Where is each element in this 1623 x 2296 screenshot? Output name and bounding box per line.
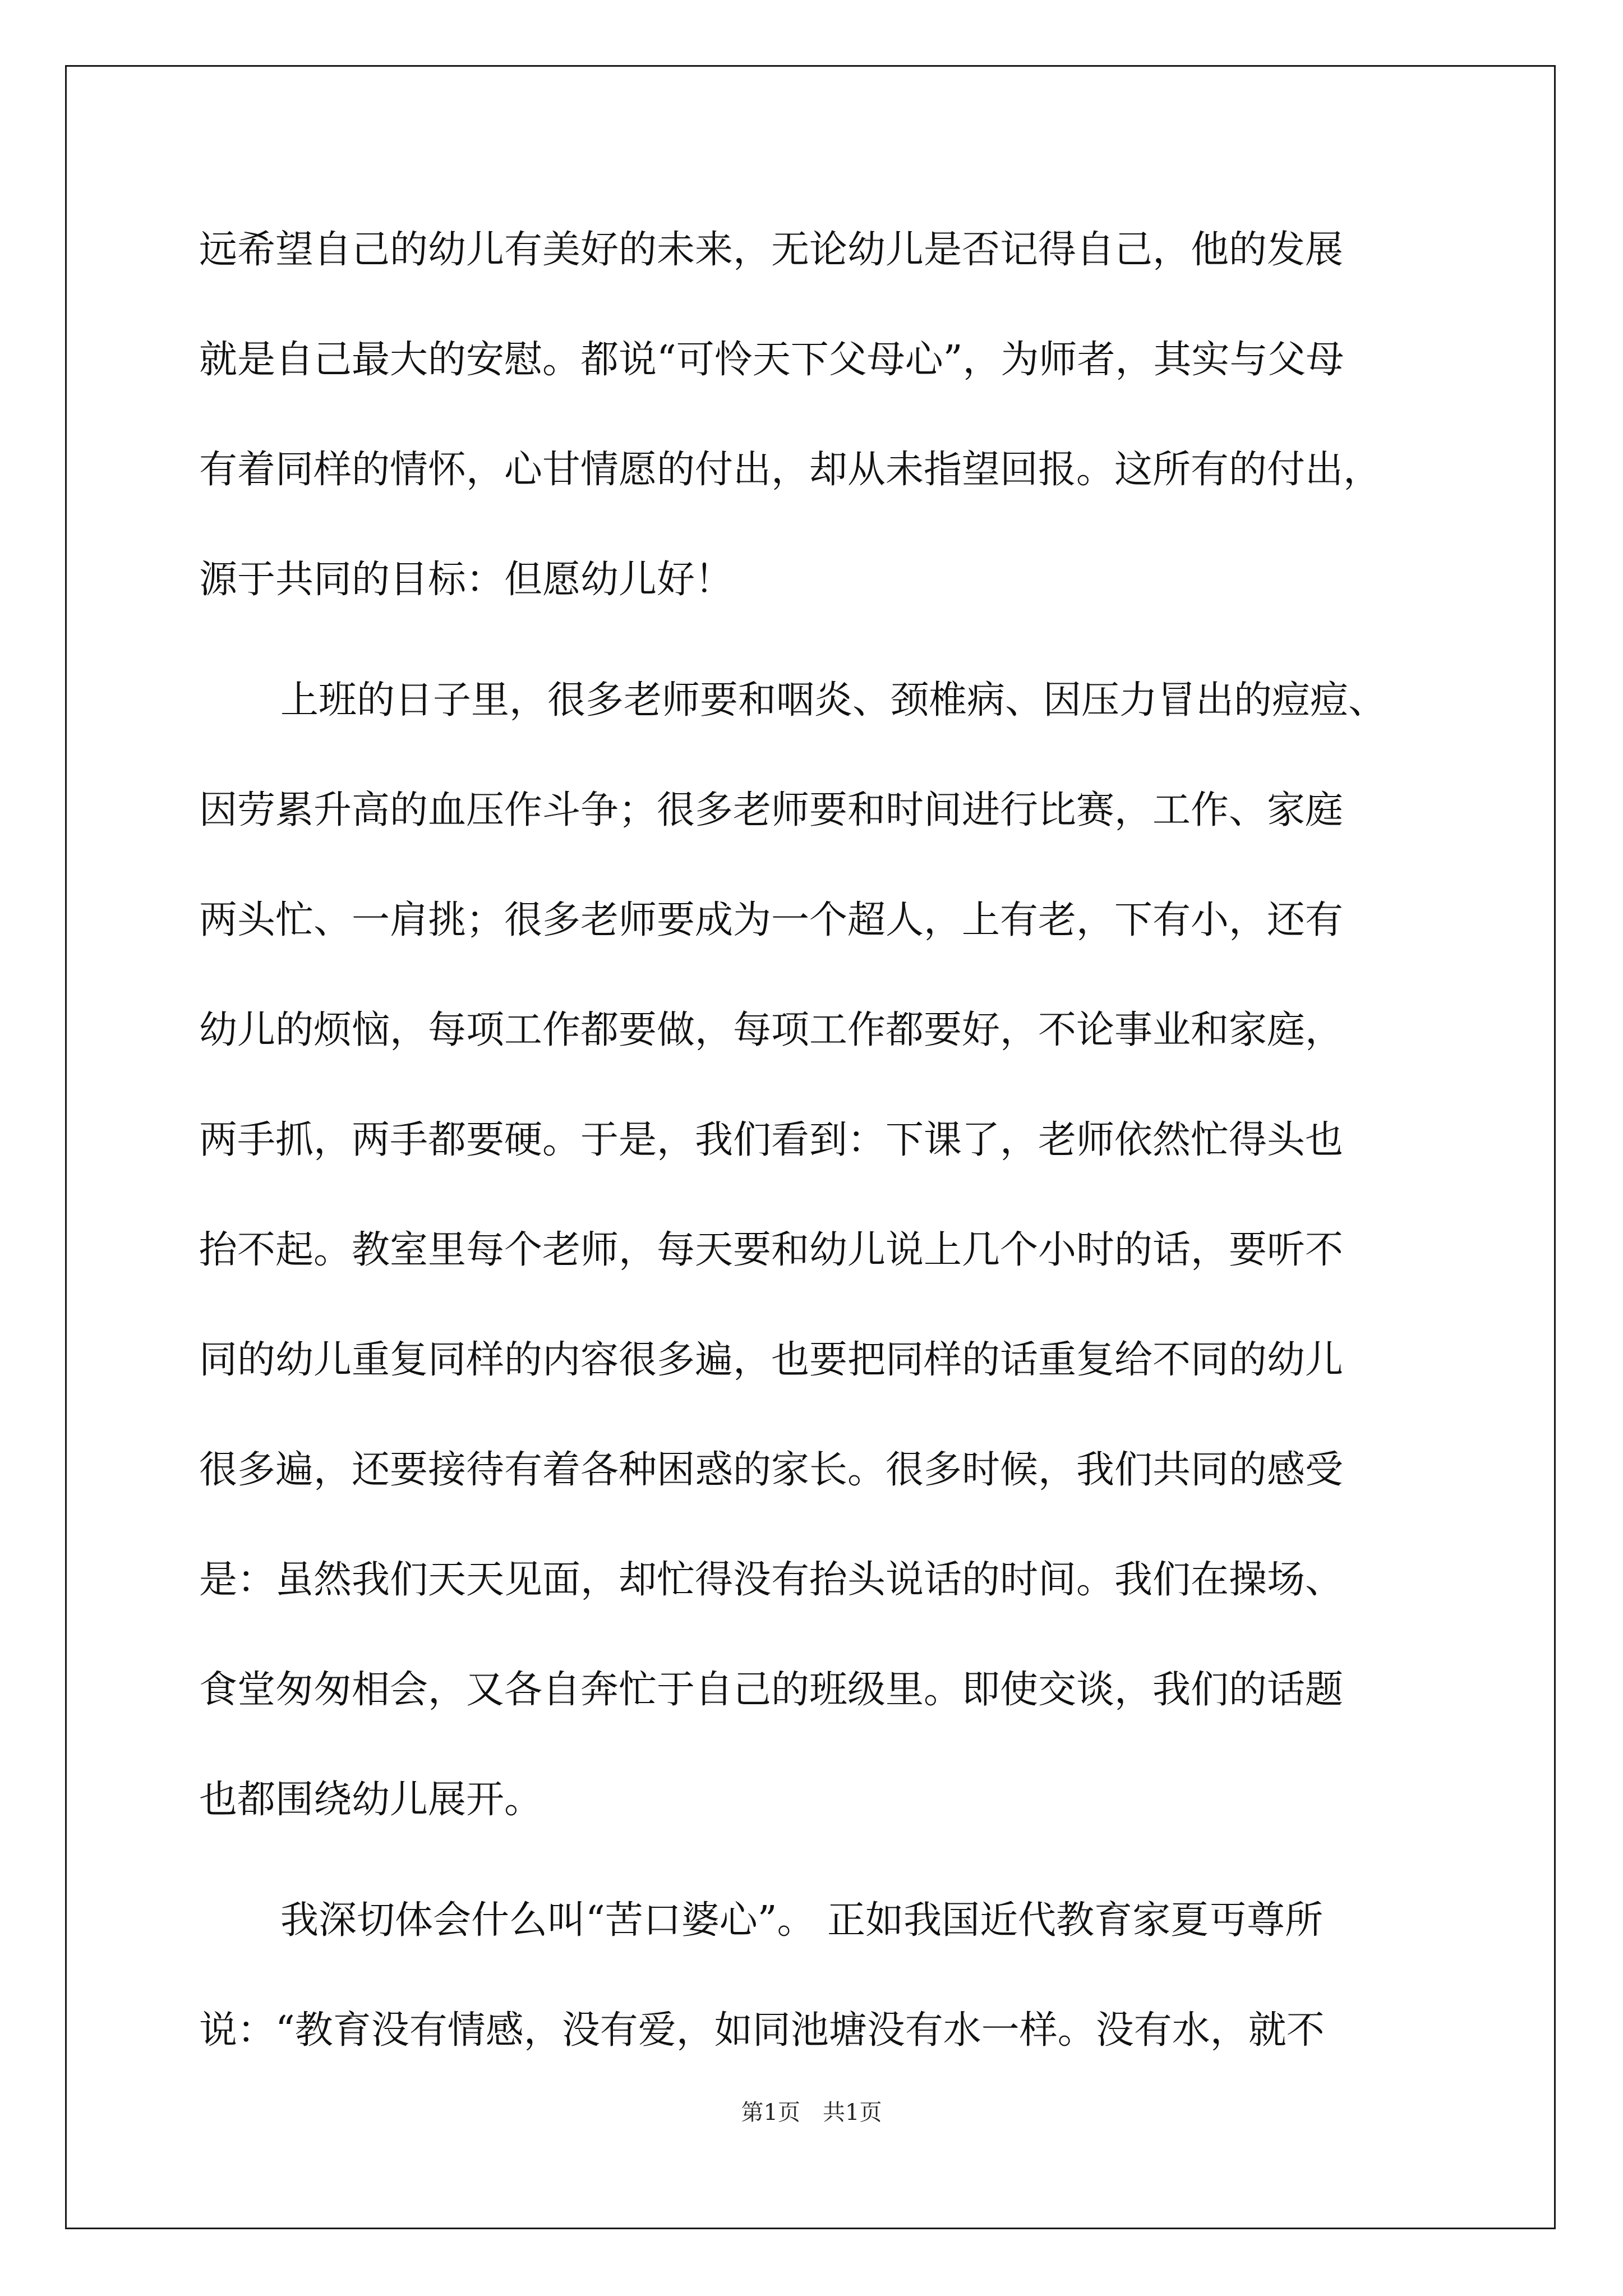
paragraph-first-line: 我深切体会什么叫“苦口婆心”。 正如我国近代教育家夏丏尊所 bbox=[280, 1898, 1324, 1943]
text-line: 就是自己最大的安慰。都说“可怜天下父母心”，为师者，其实与父母 bbox=[199, 338, 1344, 382]
text-line: 因劳累升高的血压作斗争；很多老师要和时间进行比赛，工作、家庭 bbox=[199, 788, 1344, 832]
text-line: 很多遍，还要接待有着各种困惑的家长。很多时候，我们共同的感受 bbox=[199, 1448, 1344, 1492]
text-line: 远希望自己的幼儿有美好的未来，无论幼儿是否记得自己，他的发展 bbox=[199, 228, 1344, 272]
page-number-label: 第1页 共1页 bbox=[741, 2100, 882, 2125]
text-line: 也都围绕幼儿展开。 bbox=[199, 1778, 543, 1822]
text-line: 抬不起。教室里每个老师，每天要和幼儿说上几个小时的话，要听不 bbox=[199, 1228, 1344, 1272]
text-line: 同的幼儿重复同样的内容很多遍，也要把同样的话重复给不同的幼儿 bbox=[199, 1338, 1344, 1382]
text-line: 幼儿的烦恼，每项工作都要做，每项工作都要好，不论事业和家庭， bbox=[199, 1008, 1344, 1052]
paragraph-first-line: 上班的日子里，很多老师要和咽炎、颈椎病、因压力冒出的痘痘、 bbox=[280, 678, 1387, 723]
text-line: 两手抓，两手都要硬。于是，我们看到：下课了，老师依然忙得头也 bbox=[199, 1118, 1344, 1162]
text-line: 是：虽然我们天天见面，却忙得没有抬头说话的时间。我们在操场、 bbox=[199, 1558, 1344, 1602]
page-footer bbox=[0, 2099, 1623, 2126]
text-line: 说：“教育没有情感，没有爱，如同池塘没有水一样。没有水，就不 bbox=[199, 2008, 1325, 2053]
text-line: 两头忙、一肩挑；很多老师要成为一个超人，上有老，下有小，还有 bbox=[199, 898, 1344, 942]
text-line: 源于共同的目标：但愿幼儿好！ bbox=[199, 558, 734, 602]
document-body bbox=[199, 217, 1472, 2107]
text-line: 有着同样的情怀，心甘情愿的付出，却从未指望回报。这所有的付出， bbox=[199, 448, 1382, 492]
text-line: 食堂匆匆相会，又各自奔忙于自己的班级里。即使交谈，我们的话题 bbox=[199, 1668, 1344, 1712]
